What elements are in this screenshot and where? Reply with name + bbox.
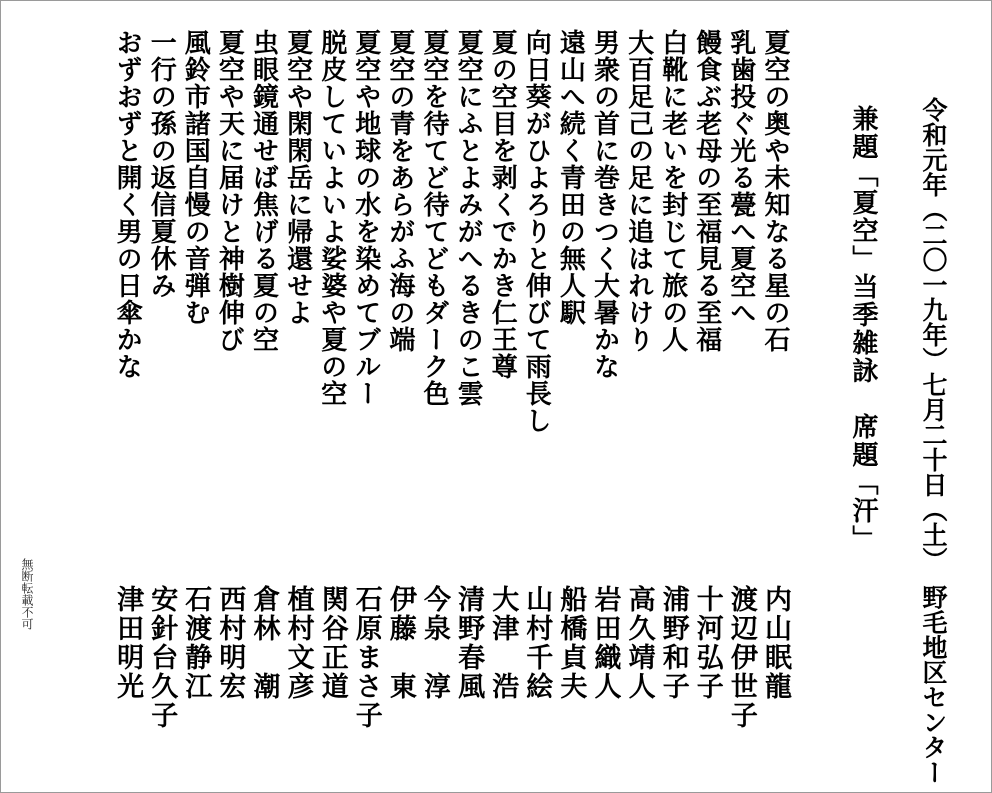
date-venue-line: 令和元年（二〇一九年）七月二十日（土） 野毛地区センター [919,97,948,785]
author-name: 岩田織人 [589,585,621,701]
author-name: 石渡静江 [180,585,212,701]
author-name: 今泉 淳 [419,585,450,701]
author-name: 倉林 潮 [248,585,280,701]
haiku-line: 虫眼鏡通せば焦げる夏の空 [248,29,279,353]
haiku-line: 饅食ぶ老母の至福見る至福 [691,29,722,353]
author-name: 渡辺伊世子 [725,585,757,730]
haiku-line: 大百足己の足に追はれけり [623,29,654,353]
author-name: 内山眠龍 [760,585,791,701]
haiku-line: 風鈴市諸国自慢の音弾む [180,29,211,326]
author-name: 伊藤 東 [384,585,416,701]
author-name: 船橋貞夫 [555,585,587,701]
haiku-line: 夏空や天に届けと神樹伸び [214,29,245,353]
reprint-notice: 無断転載不可 [20,558,34,630]
haiku-line: 夏空や閑閑岳に帰還せよ [282,29,313,326]
author-name: 石原まさ子 [350,585,382,730]
haiku-line: 夏空の奥や未知なる星の石 [760,29,790,353]
author-name: 植村文彦 [282,585,314,701]
author-name: 山村千絵 [521,585,553,701]
author-name: 津田明光 [112,585,144,701]
author-name: 大津 浩 [487,585,519,701]
haiku-line: おずおずと開く男の日傘かな [112,29,143,380]
author-name: 十河弘子 [691,585,723,701]
author-name: 安針台久子 [146,585,178,730]
topic-line: 兼題「夏空」当季雑詠 席題「汗」 [848,105,878,553]
author-name: 関谷正道 [316,585,348,701]
haiku-line: 遠山へ続く青田の無人駅 [555,29,586,326]
haiku-line: 夏空の青をあらがふ海の端 [384,29,415,353]
author-name: 高久靖人 [623,585,655,701]
haiku-line: 夏空や地球の水を染めてブルー [350,29,381,407]
haiku-line: 一行の孫の返信夏休み [146,29,177,299]
haiku-line: 夏の空目を剥くでかき仁王尊 [487,29,518,380]
haiku-line: 白靴に老いを封じて旅の人 [657,29,688,353]
haiku-line: 夏空を待てど待てどもダーク色 [419,29,449,407]
haiku-line: 向日葵がひよろりと伸びて雨長し [521,29,552,434]
author-name: 西村明宏 [214,585,246,701]
author-name: 清野春風 [453,585,485,701]
haiku-line: 脱皮していよいよ娑婆や夏の空 [316,29,347,407]
author-name: 浦野和子 [657,585,689,701]
haiku-line: 男衆の首に巻きつく大暑かな [589,29,620,380]
haiku-line: 夏空にふとよみがへるきのこ雲 [453,29,484,407]
haiku-line: 乳歯投ぐ光る甍へ夏空へ [725,29,756,326]
